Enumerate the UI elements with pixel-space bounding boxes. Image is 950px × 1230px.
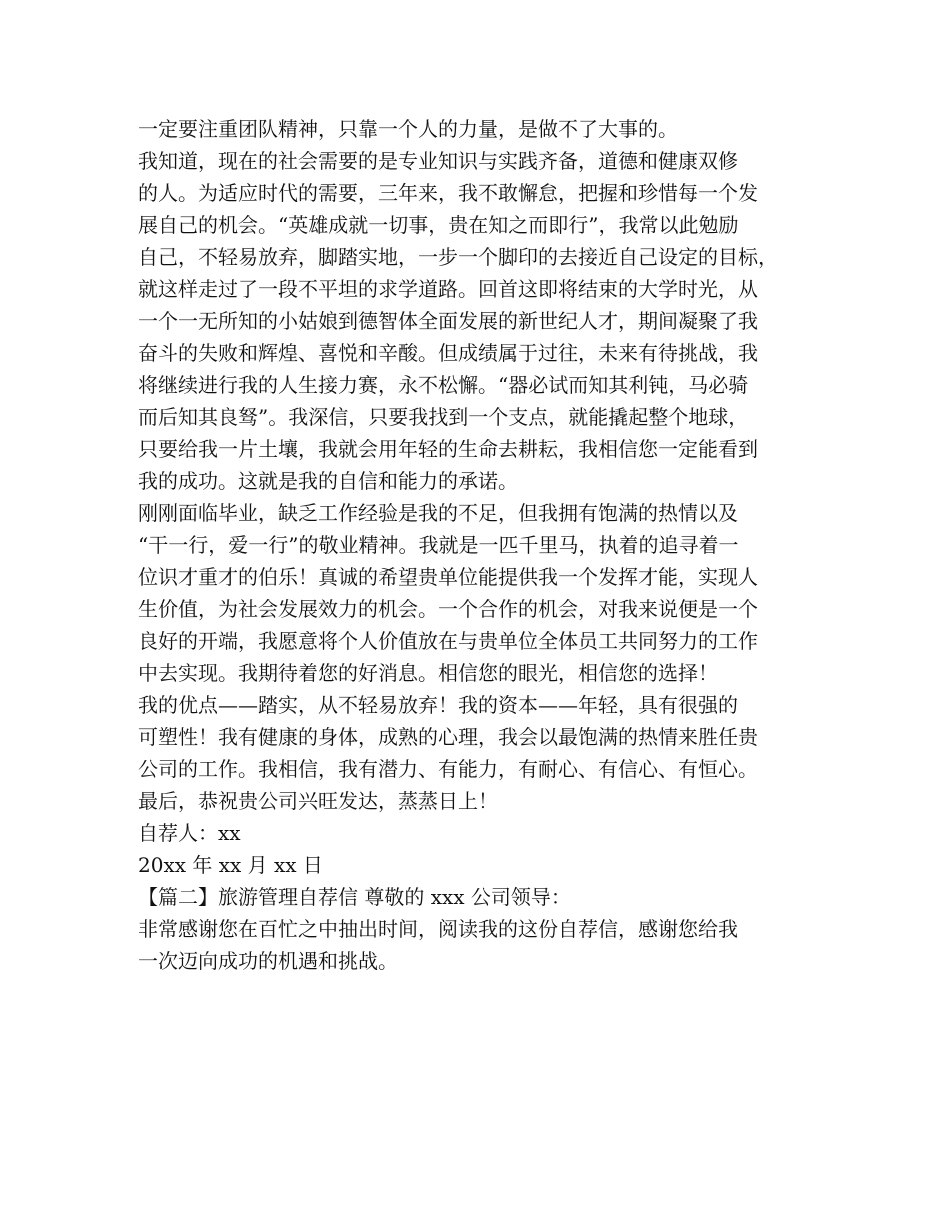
date-line: 20xx 年 xx 月 xx 日 <box>138 853 323 877</box>
text-line: 生价值，为社会发展效力的机会。一个合作的机会，对我来说便是一个 <box>138 597 758 621</box>
text-line: 位识才重才的伯乐！真诚的希望贵单位能提供我一个发挥才能，实现人 <box>138 565 758 589</box>
text-line: 一个一无所知的小姑娘到德智体全面发展的新世纪人才，期间凝聚了我 <box>138 309 758 333</box>
text-line: 良好的开端，我愿意将个人价值放在与贵单位全体员工共同努力的工作 <box>138 629 758 653</box>
text-line: 奋斗的失败和辉煌、喜悦和辛酸。但成绩属于过往，未来有待挑战，我 <box>138 341 758 365</box>
text-line: 就这样走过了一段不平坦的求学道路。回首这即将结束的大学时光，从 <box>138 277 758 301</box>
text-line: 我的优点——踏实，从不轻易放弃！我的资本——年轻，具有很强的 <box>138 693 738 717</box>
text-line: 我知道，现在的社会需要的是专业知识与实践齐备，道德和健康双修 <box>138 149 738 173</box>
text-line: 刚刚面临毕业，缺乏工作经验是我的不足，但我拥有饱满的热情以及 <box>138 501 738 525</box>
text-line: “干一行，爱一行”的敬业精神。我就是一匹千里马，执着的追寻着一 <box>138 533 739 557</box>
text-line: 只要给我一片土壤，我就会用年轻的生命去耕耘，我相信您一定能看到 <box>138 437 758 461</box>
letter-body <box>138 113 828 977</box>
text-line: 展自己的机会。“英雄成就一切事，贵在知之而即行”，我常以此勉励 <box>138 213 739 237</box>
text-line: 自己，不轻易放弃，脚踏实地，一步一个脚印的去接近自己设定的目标， <box>138 245 778 269</box>
text-line: 中去实现。我期待着您的好消息。相信您的眼光，相信您的选择！ <box>138 661 718 685</box>
text-line: 非常感谢您在百忙之中抽出时间，阅读我的这份自荐信，感谢您给我 <box>138 917 738 941</box>
section-heading: 【篇二】旅游管理自荐信 尊敬的 xxx 公司领导： <box>138 885 571 909</box>
text-line: 我的成功。这就是我的自信和能力的承诺。 <box>138 469 518 493</box>
text-line: 最后，恭祝贵公司兴旺发达，蒸蒸日上！ <box>138 789 498 813</box>
text-line: 一次迈向成功的机遇和挑战。 <box>138 949 398 973</box>
text-line: 可塑性！我有健康的身体，成熟的心理，我会以最饱满的热情来胜任贵 <box>138 725 758 749</box>
text-line: 公司的工作。我相信，我有潜力、有能力，有耐心、有信心、有恒心。 <box>138 757 758 781</box>
text-line: 将继续进行我的人生接力赛，永不松懈。“器必试而知其利钝，马必骑 <box>138 373 749 397</box>
text-line: 一定要注重团队精神，只靠一个人的力量，是做不了大事的。 <box>138 117 678 141</box>
text-line: 的人。为适应时代的需要，三年来，我不敢懈怠，把握和珍惜每一个发 <box>138 181 758 205</box>
text-line: 而后知其良驽”。我深信，只要我找到一个支点，就能撬起整个地球， <box>138 405 749 429</box>
signature-line: 自荐人：xx <box>138 821 241 845</box>
